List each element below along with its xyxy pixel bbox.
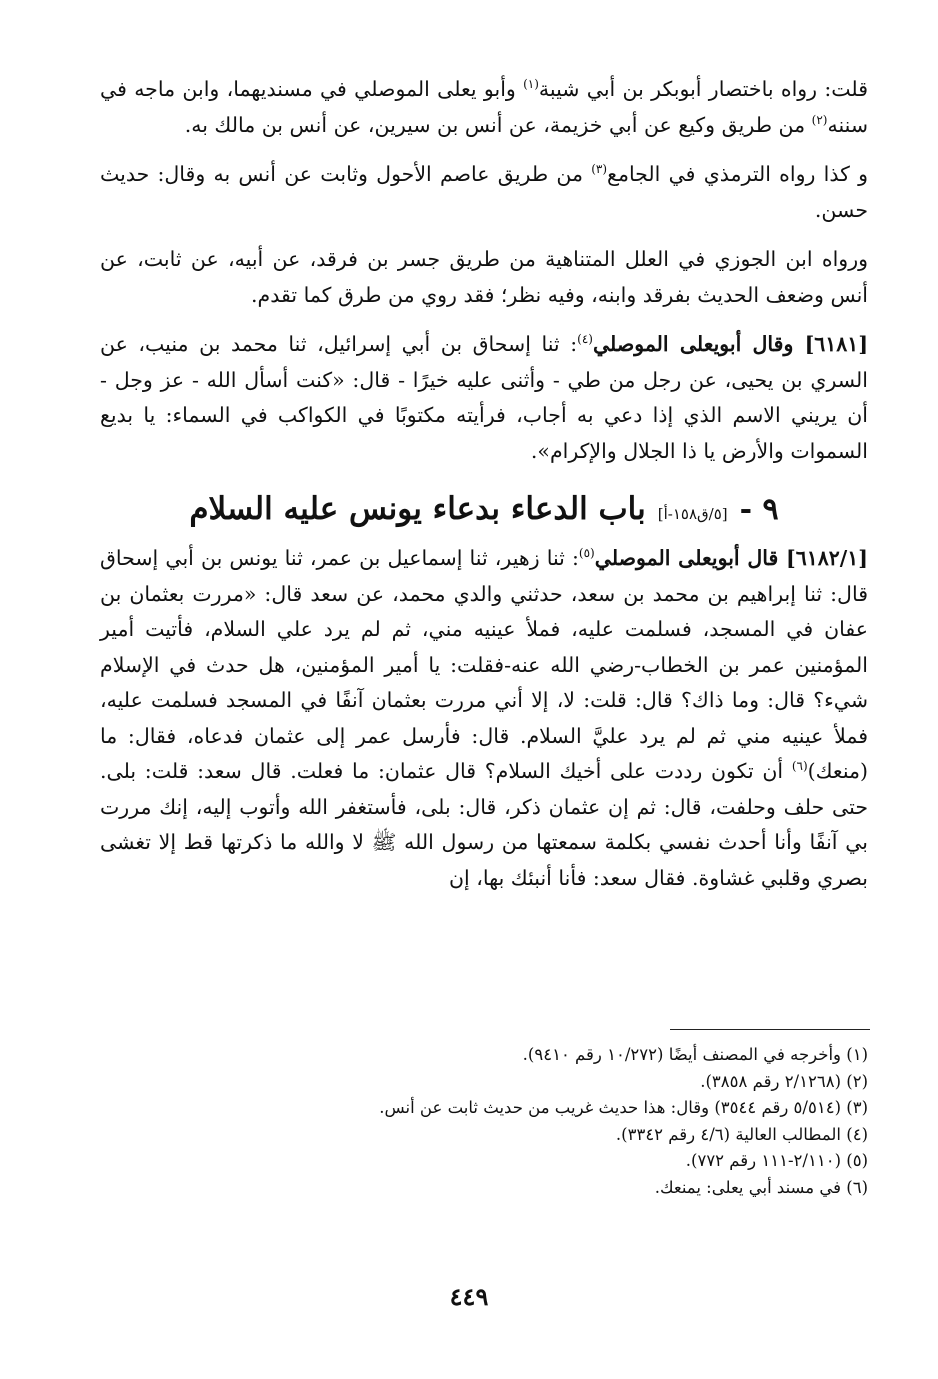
- manuscript-reference: [٥/ق١٥٨-أ]: [657, 505, 728, 523]
- paragraph-text: قلت: رواه باختصار أبوبكر بن أبي شيبة: [538, 77, 868, 101]
- footnote: (١) وأخرجه في المصنف أيضًا (١٠/٢٧٢ رقم ٩٤١٠).: [522, 1045, 868, 1064]
- paragraph-text: من طريق وكيع عن أبي خزيمة، عن أنس بن سيرين، عن أنس بن مالك به.: [184, 112, 812, 137]
- paragraph-ibn-abi-shaybah: [100, 72, 868, 143]
- hadith-6182: [100, 541, 868, 896]
- footnote-ref: (٤): [577, 332, 593, 347]
- hadith-number: [٦١٨٢/١]: [786, 546, 868, 570]
- footnote-ref: (٣): [591, 162, 608, 177]
- hadith-number: [٦١٨١]: [804, 332, 869, 356]
- hadith-6181: [100, 327, 868, 469]
- footnote: (٦) في مسند أبي يعلى: يمنعك.: [654, 1177, 868, 1197]
- hadith-text: : ثنا زهير، ثنا إسماعيل بن عمر، ثنا يونس بن أبي إسحاق قال: ثنا إبراهيم بن محمد بن سعد، حدثني والدي محمد، عن سعد قال: «مررت بعثمان بن عفان في المسجد، فسلمت عليه، فملأ عينيه مني، ثم لم يرد علي السلام، فأتيت أمير المؤمنين عمر بن الخطاب-رضي الله عنه-فقلت: يا أمير المؤمنين، هل حدث في الإسلام شيء؟ قال: وما ذاك؟ قال: قلت: لا، إلا أني مررت بعثمان آنفًا في المسجد فسلمت عليه، فملأ عينيه مني ثم لم يرد عليَّ السلام. قال: فأرسل عمر إلى عثمان فدعاه، فقال: ما (منعك): [100, 546, 868, 783]
- footnote: (٢) (٢/١٢٦٨ رقم ٣٨٥٨).: [700, 1071, 868, 1091]
- paragraph-text: ورواه ابن الجوزي في العلل المتناهية من طريق جسر بن فرقد، عن أبيه، عن ثابت، عن أنس وضعف الحديث بفرقد وابنه، وفيه نظر؛ فقد روي من طرق كما تقدم.: [100, 247, 868, 307]
- footnote: (٣) (٥/٥١٤ رقم ٣٥٤٤) وقال: هذا حديث غريب من حديث ثابت عن أنس.: [379, 1098, 868, 1117]
- footnote-ref: (٦): [791, 759, 808, 774]
- paragraph-text: من طريق عاصم الأحول وثابت عن أنس به وقال: حديث حسن.: [100, 162, 868, 222]
- footnote: (٤) المطالب العالية (٤/٦ رقم ٣٣٤٢).: [615, 1124, 868, 1144]
- footnote-ref: (٥): [578, 546, 595, 561]
- paragraph-text: وأبو يعلى الموصلي في مسنديهما، وابن ماجه في سننه: [100, 77, 868, 137]
- paragraph-tirmidhi: [100, 157, 868, 228]
- page-number: ٤٤٩: [449, 1282, 489, 1311]
- chapter-heading: [100, 491, 868, 527]
- hadith-narrator: وقال أبويعلى الموصلي: [592, 332, 805, 356]
- hadith-narrator: قال أبويعلى الموصلي: [594, 546, 787, 570]
- footnote: (٥) (٢/١١٠-١١١ رقم ٧٧٢).: [685, 1151, 868, 1170]
- chapter-number: ٩ -: [739, 492, 779, 527]
- chapter-title: باب الدعاء بدعاء يونس عليه السلام: [189, 491, 646, 527]
- footnote-ref: (١): [523, 77, 539, 92]
- footnotes: [100, 1042, 868, 1201]
- hadith-text: أن تكون رددت على أخيك السلام؟ قال عثمان: ما فعلت. قال سعد: قلت: بلى. حتى حلف وحلفت، قال: ثم إن عثمان ذكر، قال: بلى، فأستغفر الله وأتوب إليه، إنك مررت بي آنفًا وأنا أحدث نفسي بكلمة سمعتها من رسول الله ﷺ لا والله ما ذكرتها قط إلا تغشى بصري وقلبي غشاوة. فقال سعد: فأنا أنبئك بها، إن: [100, 759, 868, 890]
- hadith-text: : ثنا إسحاق بن أبي إسرائيل، ثنا محمد بن منيب، عن السري بن يحيى، عن رجل من طي - وأثنى عليه خيرًا - قال: «كنت أسأل الله - عز وجل - أن يريني الاسم الذي إذا دعي به أجاب، فرأيته مكتوبًا في الكواكب في السماء: يا بديع السموات والأرض يا ذا الجلال والإكرام».: [100, 332, 868, 463]
- footnote-separator: [670, 1029, 870, 1030]
- paragraph-text: و كذا رواه الترمذي في الجامع: [607, 162, 868, 186]
- paragraph-ibn-al-jawzi: [100, 242, 868, 313]
- footnote-ref: (٢): [811, 112, 828, 127]
